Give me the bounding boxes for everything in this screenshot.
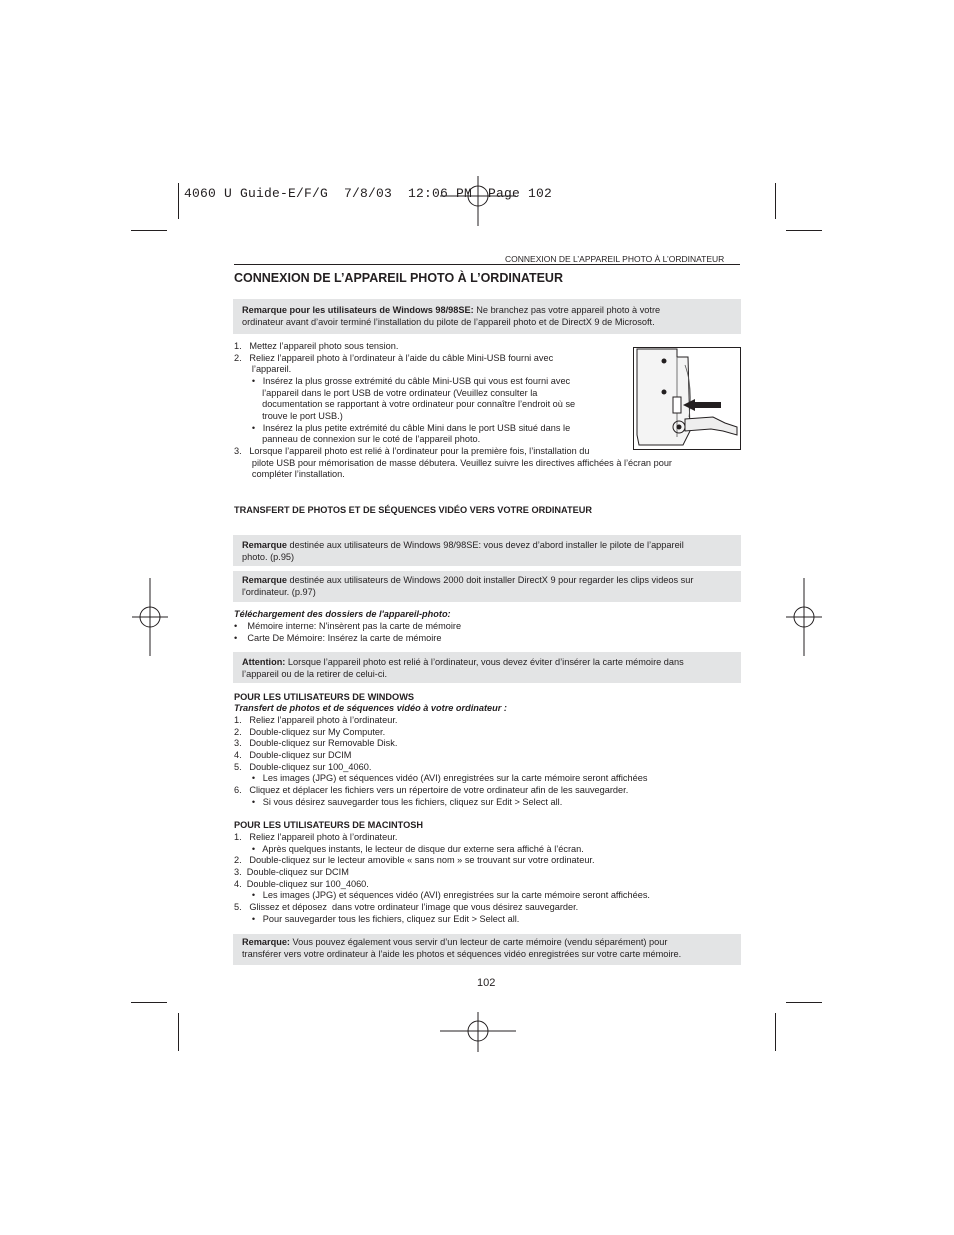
note-text: destinée aux utilisateurs de Windows 98/98SE: vous devez d’abord installer le pilote de l’appareil [286, 540, 684, 550]
crop-mark [786, 1002, 822, 1003]
mac-step: 4. Double-cliquez sur 100_4060. [234, 879, 369, 889]
step-line: 3. Lorsque l’appareil photo est relié à l’ordinateur pour la première fois, l’installation du [234, 446, 590, 456]
registration-mark-right [786, 578, 822, 656]
note-windows98 [233, 299, 741, 334]
download-heading: Téléchargement des dossiers de l'appareil-photo: [234, 609, 451, 619]
windows-step: 4. Double-cliquez sur DCIM [234, 750, 352, 760]
crop-mark [775, 1013, 776, 1051]
print-slug: 4060 U Guide-E/F/G 7/8/03 12:06 PM Page 102 [184, 186, 553, 201]
note-card-reader [233, 934, 741, 965]
note-text: ordinateur avant d’avoir terminé l’installation du pilote de l’appareil photo et de DirectX 9 de Microsoft. [242, 316, 655, 327]
mac-step: 2. Double-cliquez sur le lecteur amovible « sans nom » se trouvant sur votre ordinateur. [234, 855, 595, 865]
windows-step: 3. Double-cliquez sur Removable Disk. [234, 738, 398, 748]
step-line: l’appareil. [234, 364, 292, 374]
note-label: Remarque [242, 575, 287, 585]
note-label: Remarque [242, 540, 287, 550]
mac-step: 1. Reliez l’appareil photo à l’ordinateur. [234, 832, 398, 842]
section-heading-transfer: TRANSFERT DE PHOTOS ET DE SÉQUENCES VIDÉO VERS VOTRE ORDINATEUR [234, 505, 593, 515]
registration-mark-top [440, 176, 516, 226]
step-line: l’appareil dans le port USB de votre ordinateur (Veuillez consulter la [234, 388, 538, 398]
windows-subheading: Transfert de photos et de séquences vidéo à votre ordinateur : [234, 703, 507, 713]
step-line: 1. Mettez l’appareil photo sous tension. [234, 341, 399, 351]
header-rule [234, 264, 740, 265]
camera-usb-port-illustration [633, 347, 741, 450]
note-text: Vous pouvez également vous servir d’un lecteur de carte mémoire (vendu séparément) pour [290, 937, 668, 947]
note-text: l’appareil ou de la retirer de celui-ci. [242, 668, 388, 679]
note-text: photo. (p.95) [242, 551, 295, 562]
windows-step: • Les images (JPG) et séquences vidéo (AVI) enregistrées sur la carte mémoire seront affichées [234, 773, 648, 783]
crop-mark [775, 183, 776, 219]
step-line: compléter l’installation. [234, 469, 345, 479]
note-text: Ne branchez pas votre appareil photo à votre [473, 305, 661, 315]
note-text: Lorsque l’appareil photo est relié à l’ordinateur, vous devez éviter d’insérer la carte mémoire dans [285, 657, 684, 667]
mac-step: 5. Glissez et déposez dans votre ordinateur l’image que vous désirez sauvegarder. [234, 902, 579, 912]
mac-step: • Les images (JPG) et séquences vidéo (AVI) enregistrées sur la carte mémoire seront affichées. [234, 890, 650, 900]
registration-mark-bottom [440, 1012, 516, 1052]
download-item: • Carte De Mémoire: Insérez la carte de mémoire [234, 633, 442, 643]
crop-mark [786, 230, 822, 231]
crop-mark [131, 1002, 167, 1003]
mac-step: • Pour sauvegarder tous les fichiers, cliquez sur Edit > Select all. [234, 914, 520, 924]
step-line: trouve le port USB.) [234, 411, 343, 421]
page-title: CONNEXION DE L’APPAREIL PHOTO À L’ORDINATEUR [234, 271, 563, 285]
note-attention [233, 652, 741, 683]
running-header: CONNEXION DE L’APPAREIL PHOTO À L’ORDINATEUR [505, 254, 725, 264]
crop-mark [131, 230, 167, 231]
note-windows2000 [233, 571, 741, 602]
download-item: • Mémoire interne: N'insèrent pas la carte de mémoire [234, 621, 462, 631]
windows-step: • Si vous désirez sauvegarder tous les fichiers, cliquez sur Edit > Select all. [234, 797, 563, 807]
note-windows98-driver [233, 535, 741, 566]
crop-mark [178, 183, 179, 219]
note-label: Remarque pour les utilisateurs de Windows 98/98SE: [242, 305, 474, 315]
note-text: destinée aux utilisateurs de Windows 2000 doit installer DirectX 9 pour regarder les clips videos sur [286, 575, 694, 585]
mac-step: • Après quelques instants, le lecteur de disque dur externe sera affiché à l’écran. [234, 844, 584, 854]
note-label: Attention: [242, 657, 286, 667]
windows-step: 5. Double-cliquez sur 100_4060. [234, 762, 372, 772]
page-number: 102 [477, 977, 496, 989]
mac-step: 3. Double-cliquez sur DCIM [234, 867, 349, 877]
section-heading-mac: POUR LES UTILISATEURS DE MACINTOSH [234, 820, 424, 830]
note-text: l'ordinateur. (p.97) [242, 586, 316, 597]
step-line: • Insérez la plus petite extrémité du câble Mini dans le port USB situé dans le [234, 423, 571, 433]
note-label: Remarque: [242, 937, 290, 947]
windows-step: 6. Cliquez et déplacer les fichiers vers un répertoire de votre ordinateur afin de les sauvegarder. [234, 785, 629, 795]
windows-step: 1. Reliez l’appareil photo à l’ordinateur. [234, 715, 398, 725]
registration-mark-left [132, 578, 168, 656]
note-text: transférer vers votre ordinateur à l’aide les photos et séquences vidéo enregistrées sur votre carte mémoire. [242, 948, 682, 959]
step-line: • Insérez la plus grosse extrémité du câble Mini-USB qui vous est fourni avec [234, 376, 571, 386]
step-line: panneau de connexion sur le coté de l’appareil photo. [234, 434, 481, 444]
section-heading-windows: POUR LES UTILISATEURS DE WINDOWS [234, 692, 415, 702]
crop-mark [178, 1013, 179, 1051]
windows-step: 2. Double-cliquez sur My Computer. [234, 727, 386, 737]
step-line: pilote USB pour mémorisation de masse débutera. Veuillez suivre les directives affichées à l’écran pour [234, 458, 672, 468]
step-line: 2. Reliez l’appareil photo à l’ordinateur à l’aide du câble Mini-USB fourni avec [234, 353, 554, 363]
step-line: documentation se rapportant à votre ordinateur pour connaître l’endroit où se [234, 399, 576, 409]
